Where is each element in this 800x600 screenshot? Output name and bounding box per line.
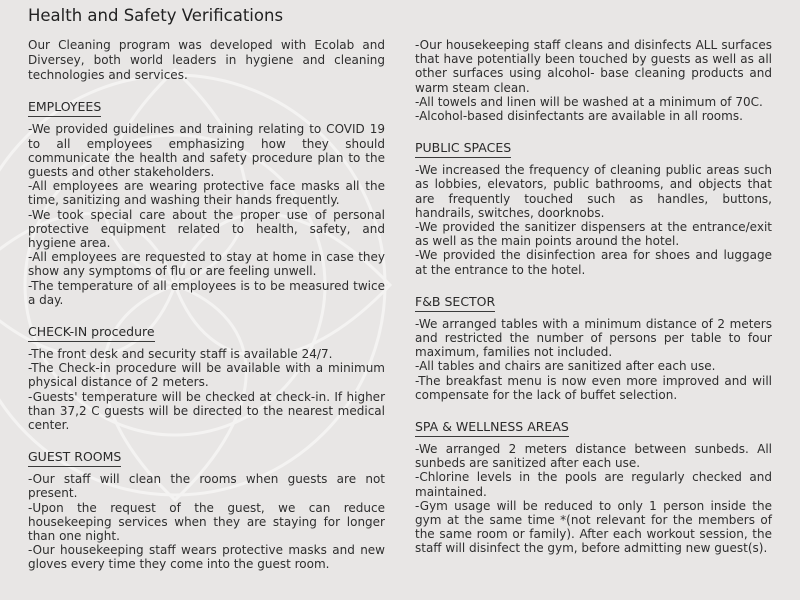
right-column [415,38,772,556]
section-guest-rooms [28,446,385,571]
intro-paragraph: Our Cleaning program was developed with Ecolab and Diversey, both world leaders in hygiene and cleaning technologies and services. [28,38,385,82]
section-heading: SPA & WELLNESS AREAS [415,419,569,437]
guest-rooms-continued [415,38,772,123]
section-employees [28,96,385,307]
section-item: -The front desk and security staff is available 24/7. [28,347,333,362]
section-item: -We took special care about the proper use of personal protective equipment related to health, safety, and hygiene area. [28,207,385,251]
section-item: -Upon the request of the guest, we can reduce housekeeping services when they are staying for longer than one night. [28,500,385,544]
section-item: -We provided the disinfection area for shoes and luggage at the entrance to the hotel. [415,248,772,277]
section-heading: F&B SECTOR [415,294,495,312]
section-fb-sector [415,291,772,402]
section-item: -All towels and linen will be washed at a minimum of 70C. [415,94,763,109]
section-item: -The Check-in procedure will be available with a minimum physical distance of 2 meters. [28,361,385,390]
section-spa-wellness [415,416,772,556]
section-check-in [28,321,385,432]
section-item: -Alcohol-based disinfectants are available in all rooms. [415,109,743,124]
section-item: -All tables and chairs are sanitized after each use. [415,359,716,374]
section-heading: PUBLIC SPACES [415,140,511,158]
section-heading: EMPLOYEES [28,99,101,117]
page-title: Health and Safety Verifications [28,6,284,25]
section-item: -Chlorine levels in the pools are regularly checked and maintained. [415,470,772,499]
section-item: -Gym usage will be reduced to only 1 person inside the gym at the same time *(not relevant for the members of the same room or family). After each workout session, the staff will disinfect the gym, before admitting new guest(s). [415,498,772,556]
section-item: -All employees are wearing protective face masks all the time, sanitizing and washing their hands frequently. [28,179,385,208]
section-item: -Guests' temperature will be checked at check-in. If higher than 37,2 C guests will be directed to the nearest medical center. [28,389,385,433]
section-item: -We arranged 2 meters distance between sunbeds. All sunbeds are sanitized after each use. [415,442,772,471]
section-item: -We provided the sanitizer dispensers at the entrance/exit as well as the main points around the hotel. [415,220,772,249]
section-item: -Our staff will clean the rooms when guests are not present. [28,472,385,501]
section-item: -Our housekeeping staff wears protective masks and new gloves every time they come into the guest room. [28,543,385,572]
section-item: -The breakfast menu is now even more improved and will compensate for the lack of buffet selection. [415,373,772,402]
section-heading: CHECK-IN procedure [28,324,155,342]
section-item: -We provided guidelines and training relating to COVID 19 to all employees emphasizing how they should communicate the health and safety procedure plan to the guests and other stakeholders. [28,122,385,179]
section-item: -Our housekeeping staff cleans and disinfects ALL surfaces that have potentially been touched by guests as well as all other surfaces using alcohol- base cleaning products and warm steam clean. [415,38,772,95]
left-column [28,38,385,572]
section-item: -We arranged tables with a minimum distance of 2 meters and restricted the number of persons per table to four maximum, families not included. [415,316,772,360]
section-item: -The temperature of all employees is to be measured twice a day. [28,278,385,307]
section-item: -We increased the frequency of cleaning public areas such as lobbies, elevators, public bathrooms, and objects that are frequently touched such as handles, buttons, handrails, switches, doorknobs. [415,163,772,220]
section-public-spaces [415,137,772,277]
section-item: -All employees are requested to stay at home in case they show any symptoms of flu or are feeling unwell. [28,250,385,279]
section-heading: GUEST ROOMS [28,449,121,467]
